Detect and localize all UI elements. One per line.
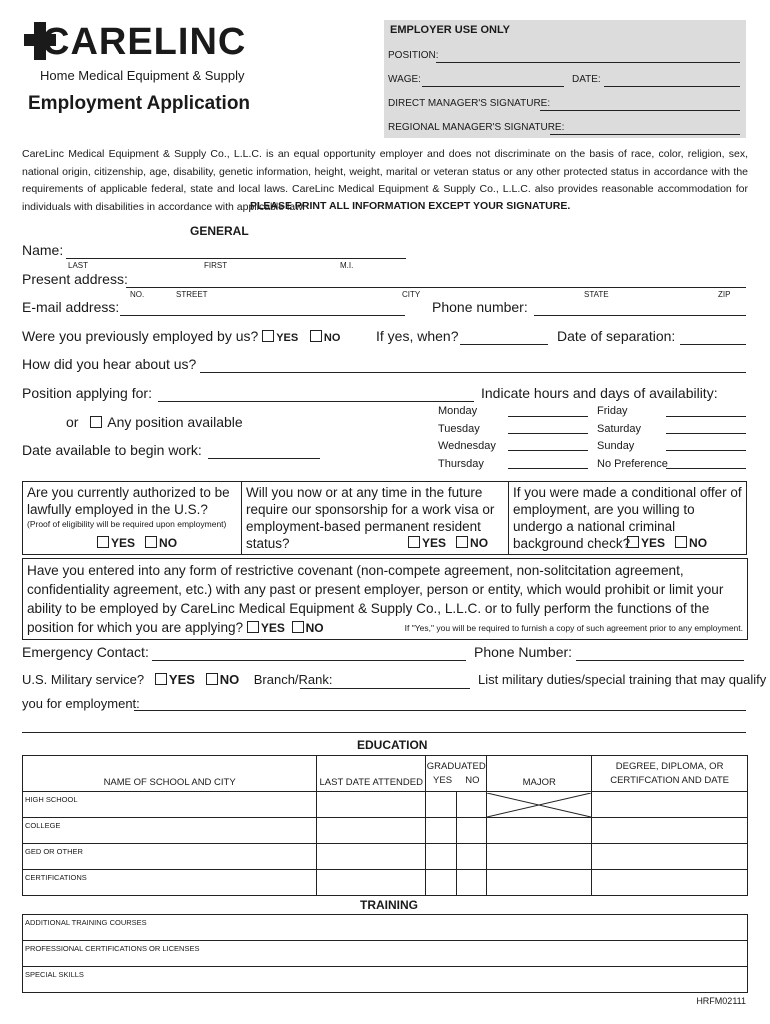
previously-employed-question: Were you previously employed by us? YES NO bbox=[22, 328, 341, 344]
employer-date-label: DATE: bbox=[572, 74, 601, 85]
education-heading: EDUCATION bbox=[357, 738, 428, 752]
address-state-label: STATE bbox=[584, 290, 609, 299]
major-na-cross bbox=[487, 792, 592, 818]
hours-days-label: Indicate hours and days of availability: bbox=[481, 385, 718, 401]
employer-position-label: POSITION: bbox=[388, 50, 439, 61]
sponsorship-question: Will you now or at any time in the future require our sponsorship for a work visa or employment-based permanent resident status? bbox=[246, 485, 495, 551]
if-yes-when-line[interactable] bbox=[460, 344, 548, 345]
edu-row-college[interactable]: COLLEGE bbox=[23, 818, 317, 844]
name-line[interactable] bbox=[66, 258, 406, 259]
covenant-box bbox=[22, 558, 748, 640]
edu-row-high-school[interactable]: HIGH SCHOOL bbox=[23, 792, 317, 818]
address-no-label: NO. bbox=[130, 290, 145, 299]
direct-manager-label: DIRECT MANAGER'S SIGNATURE: bbox=[388, 98, 551, 109]
day-friday: Friday bbox=[597, 405, 628, 417]
print-instruction: PLEASE PRINT ALL INFORMATION EXCEPT YOUR SIGNATURE. bbox=[250, 200, 571, 212]
prev-employed-no-checkbox[interactable] bbox=[310, 330, 322, 342]
any-position-option: or Any position available bbox=[66, 414, 243, 430]
military-no-checkbox[interactable] bbox=[206, 673, 218, 685]
logo-tagline: Home Medical Equipment & Supply bbox=[40, 68, 245, 83]
present-address-line[interactable] bbox=[126, 287, 746, 288]
edu-row-certifications[interactable]: CERTIFICATIONS bbox=[23, 870, 317, 896]
intro-paragraph: CareLinc Medical Equipment & Supply Co., L.L.C. is an equal opportunity employer and does not discriminate on the basis of race, color, religion, sex, national origin, citizenship, age, disability, genetic information, height, weight, marital or veteran status or any other protected status in accordance with the requirements of applicable federal, state and local laws. CareLinc Medical Equipment & Supply Co., L.L.C. also provides reasonable accommodation for individuals with disabilities in accordance with applicable law. bbox=[22, 148, 748, 213]
employer-wage-label: WAGE: bbox=[388, 74, 421, 85]
day-sunday: Sunday bbox=[597, 440, 635, 452]
employer-use-box bbox=[384, 20, 746, 138]
how-hear-line[interactable] bbox=[200, 372, 746, 373]
emergency-phone-label: Phone Number: bbox=[474, 644, 573, 660]
training-row-courses[interactable]: ADDITIONAL TRAINING COURSES bbox=[23, 915, 748, 941]
first-label: FIRST bbox=[204, 261, 228, 270]
training-table bbox=[22, 914, 748, 993]
proof-eligibility-note: (Proof of eligibility will be required upon employment) bbox=[27, 519, 227, 529]
date-separation-line[interactable] bbox=[680, 344, 746, 345]
covenant-note: If "Yes," you will be required to furnish a copy of such agreement prior to any employment. bbox=[404, 623, 743, 633]
military-duties-label-2: you for employment: bbox=[22, 696, 140, 711]
sponsorship-yes-checkbox[interactable] bbox=[408, 536, 420, 548]
days-left-column bbox=[438, 403, 496, 473]
address-street-label: STREET bbox=[176, 290, 208, 299]
logo bbox=[22, 20, 262, 90]
employer-use-heading: EMPLOYER USE ONLY bbox=[390, 24, 511, 36]
days-right-column bbox=[597, 403, 668, 473]
prev-employed-yes-checkbox[interactable] bbox=[262, 330, 274, 342]
background-check-no-checkbox[interactable] bbox=[675, 536, 687, 548]
emergency-contact-line[interactable] bbox=[152, 660, 466, 661]
phone-line[interactable] bbox=[534, 315, 746, 316]
if-yes-when-label: If yes, when? bbox=[376, 328, 459, 344]
logo-brand: CARELINC bbox=[42, 21, 247, 63]
date-available-label: Date available to begin work: bbox=[22, 442, 202, 458]
background-check-yes-checkbox[interactable] bbox=[627, 536, 639, 548]
day-monday: Monday bbox=[438, 405, 478, 417]
emergency-phone-line[interactable] bbox=[576, 660, 744, 661]
emergency-contact-label: Emergency Contact: bbox=[22, 644, 149, 660]
date-separation-label: Date of separation: bbox=[557, 328, 676, 344]
present-address-label: Present address: bbox=[22, 271, 128, 287]
education-table bbox=[22, 755, 748, 896]
col-degree: DEGREE, DIPLOMA, OR CERTIFCATION AND DATE bbox=[592, 756, 748, 792]
mi-label: M.I. bbox=[340, 261, 354, 270]
address-zip-label: ZIP bbox=[718, 290, 731, 299]
col-graduated: GRADUATED YES NO bbox=[426, 756, 487, 792]
date-available-line[interactable] bbox=[208, 458, 320, 459]
sponsorship-no-checkbox[interactable] bbox=[456, 536, 468, 548]
position-applying-label: Position applying for: bbox=[22, 385, 152, 401]
military-duties-label: List military duties/special training that may qualify bbox=[478, 672, 767, 687]
col-major: MAJOR bbox=[487, 756, 592, 792]
training-heading: TRAINING bbox=[360, 898, 418, 912]
authorized-yes-checkbox[interactable] bbox=[97, 536, 109, 548]
covenant-question: Have you entered into any form of restrictive covenant (non-compete agreement, non-solitcitation agreement, confidentiality agreement, etc.) with any past or present employer, person or entity, which would prohibit or limit your ability to be employed by CareLinc Medical Equipment & Supply Co., L.L.C. or to fully perform the functions of the position for which you are applying? YES NO bbox=[27, 563, 724, 635]
general-heading: GENERAL bbox=[190, 224, 249, 238]
day-saturday: Saturday bbox=[597, 422, 642, 435]
position-applying-line[interactable] bbox=[158, 401, 474, 402]
day-wednesday: Wednesday bbox=[438, 440, 496, 452]
military-row: U.S. Military service? YES NO Branch/Rank: bbox=[22, 672, 333, 687]
address-city-label: CITY bbox=[402, 290, 421, 299]
regional-manager-label: REGIONAL MANAGER'S SIGNATURE: bbox=[388, 122, 565, 133]
background-check-question: If you were made a conditional offer of employment, are you willing to undergo a national criminal background check? bbox=[513, 485, 742, 551]
form-code: HRFM02111 bbox=[696, 996, 746, 1006]
day-thursday: Thursday bbox=[438, 457, 484, 470]
branch-rank-line[interactable] bbox=[300, 688, 470, 689]
email-line[interactable] bbox=[120, 315, 405, 316]
training-row-skills[interactable]: SPECIAL SKILLS bbox=[23, 967, 748, 993]
work-authorization-box: Are you currently authorized to be lawfully employed in the U.S.? (Proof of eligibility will be required upon employment) YES NO bbox=[22, 481, 242, 555]
military-yes-checkbox[interactable] bbox=[155, 673, 167, 685]
background-check-box: If you were made a conditional offer of employment, are you willing to undergo a national criminal background check? YES NO bbox=[509, 481, 747, 555]
day-tuesday: Tuesday bbox=[438, 422, 480, 435]
any-position-checkbox[interactable] bbox=[90, 416, 102, 428]
page-title: Employment Application bbox=[28, 93, 251, 114]
col-last-date: LAST DATE ATTENDED bbox=[317, 756, 426, 792]
training-row-licenses[interactable]: PROFESSIONAL CERTIFICATIONS OR LICENSES bbox=[23, 941, 748, 967]
covenant-yes-checkbox[interactable] bbox=[247, 621, 259, 633]
covenant-no-checkbox[interactable] bbox=[292, 621, 304, 633]
phone-label: Phone number: bbox=[432, 299, 528, 315]
military-duties-line[interactable] bbox=[134, 710, 746, 711]
authorized-no-checkbox[interactable] bbox=[145, 536, 157, 548]
sponsorship-box: Will you now or at any time in the future require our sponsorship for a work visa or employment-based permanent resident status? YES NO bbox=[242, 481, 509, 555]
name-label: Name: bbox=[22, 242, 64, 258]
col-school-name: NAME OF SCHOOL AND CITY bbox=[23, 756, 317, 792]
email-label: E-mail address: bbox=[22, 299, 120, 315]
day-no-preference: No Preference bbox=[597, 457, 668, 470]
last-label: LAST bbox=[68, 261, 89, 270]
edu-row-ged[interactable]: GED OR OTHER bbox=[23, 844, 317, 870]
how-hear-label: How did you hear about us? bbox=[22, 356, 197, 372]
work-authorization-question: Are you currently authorized to be lawfully employed in the U.S.? bbox=[27, 485, 230, 517]
